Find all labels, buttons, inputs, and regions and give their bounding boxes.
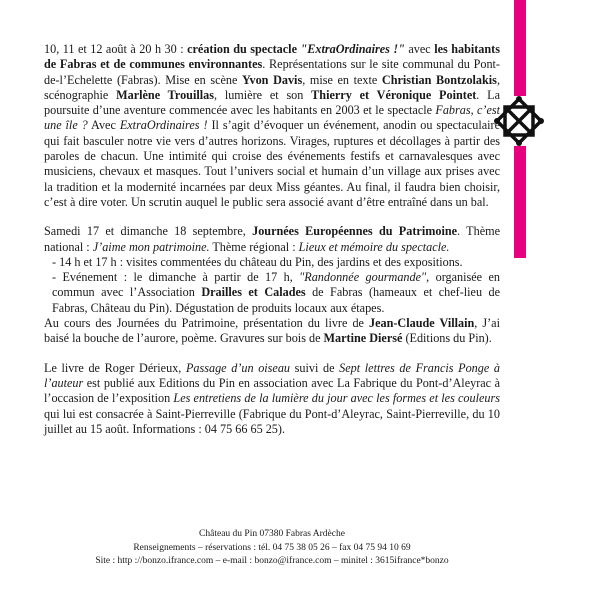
paragraph-patrimoine: Samedi 17 et dimanche 18 septembre, Journées Européennes du Patrimoine. Thème national : J’aime mon patrimoine. Thème régional : Lieux et mémoire du spectacle. - 14 h et 17 h : visites commentées du château du Pin, des jardins et des expositions. - Evénement : le dimanche à partir de 17 h, "Randonnée gourmande", organisée en commun avec l’Association Drailles et Calades de Fabras (hameaux et chef-lieu de Fabras, Château du Pin). Dégustation de produits locaux aux étapes. Au cours des Journées du Patrimoine, présentation du livre de Jean-Claude Villain, J’ai baisé la bouche de l’aurore, poème. Gravures sur bois de Martine Diersé (Editions du Pin). (44, 224, 501, 346)
diamond-grid-logo-icon (494, 96, 544, 146)
footer-phone: Renseignements – réservations : tél. 04 75 38 05 26 – fax 04 75 94 10 69 (133, 542, 411, 553)
book-presentation: Au cours des Journées du Patrimoine, présentation du livre de Jean-Claude Villain, J’ai baisé la bouche de l’aurore, poème. Gravures sur bois de Martine Diersé (Editions du Pin). (44, 316, 500, 346)
paragraph-derieux-book: Le livre de Roger Dérieux, Passage d’un oiseau suivi de Sept lettres de Francis Ponge à l’auteur est publié aux Editions du Pin en association avec La Fabrique du Pont-d’Aleyrac à l’occasion de l’exposition Les entretiens de la lumière du jour avec les formes et les couleurs qui lui est consacrée à Saint-Pierreville (Fabrique du Pont-d’Aleyrac, Saint-Pierreville, du 10 juillet au 15 août. Informations : 04 75 66 65 25). (44, 360, 500, 436)
footer-address: Château du Pin 07380 Fabras Ardèche (199, 529, 345, 539)
footer-web[interactable]: Site : http ://bonzo.ifrance.com – e-mail : bonzo@ifrance.com – minitel : 3615ifrance*bonzo (95, 556, 449, 566)
footer-contact (44, 528, 500, 569)
document-body (44, 42, 500, 451)
bullet-event: - Evénement : le dimanche à partir de 17 h, "Randonnée gourmande", organisée en commun avec l’Association Drailles et Calades de Fabras (hameaux et chef-lieu de Fabras, Château du Pin). Dégustation de produits locaux aux étapes. (52, 270, 501, 315)
paragraph-extraordinaires: 10, 11 et 12 août à 20 h 30 : création du spectacle "ExtraOrdinaires !" avec les habitants de Fabras et de communes environnantes. Représentations sur le site communal du Pont-de-l’Echelette (Fabras). Mise en scène Yvon Davis, mise en texte Christian Bontzolakis, scénographie Marlène Trouillas, lumière et son Thierry et Véronique Pointet. La poursuite d’une aventure commencée avec les habitants en 2003 et le spectacle Fabras, c’est une île ? Avec ExtraOrdinaires ! Il s’agit d’évoquer un événement, anodin ou spectaculaire qui fait basculer notre vie vers d’autres horizons. Virages, ruptures et décollages à partir des paroles de chacun. Une intimité qui croise des événements festifs et carnavalesques avec musiciens, chevaux et masques. Tout l’univers social et humain d’un village aux prises avec la tradition et la modernité incarnées par deux Miss géantes. Au final, il faudra bien choisir, c’est à dire voter. Un scrutin auquel le public sera associé avant d’être entraîné dans un bal. (44, 42, 501, 209)
bullet-visits: - 14 h et 17 h : visites commentées du château du Pin, des jardins et des expositions. (52, 254, 463, 269)
